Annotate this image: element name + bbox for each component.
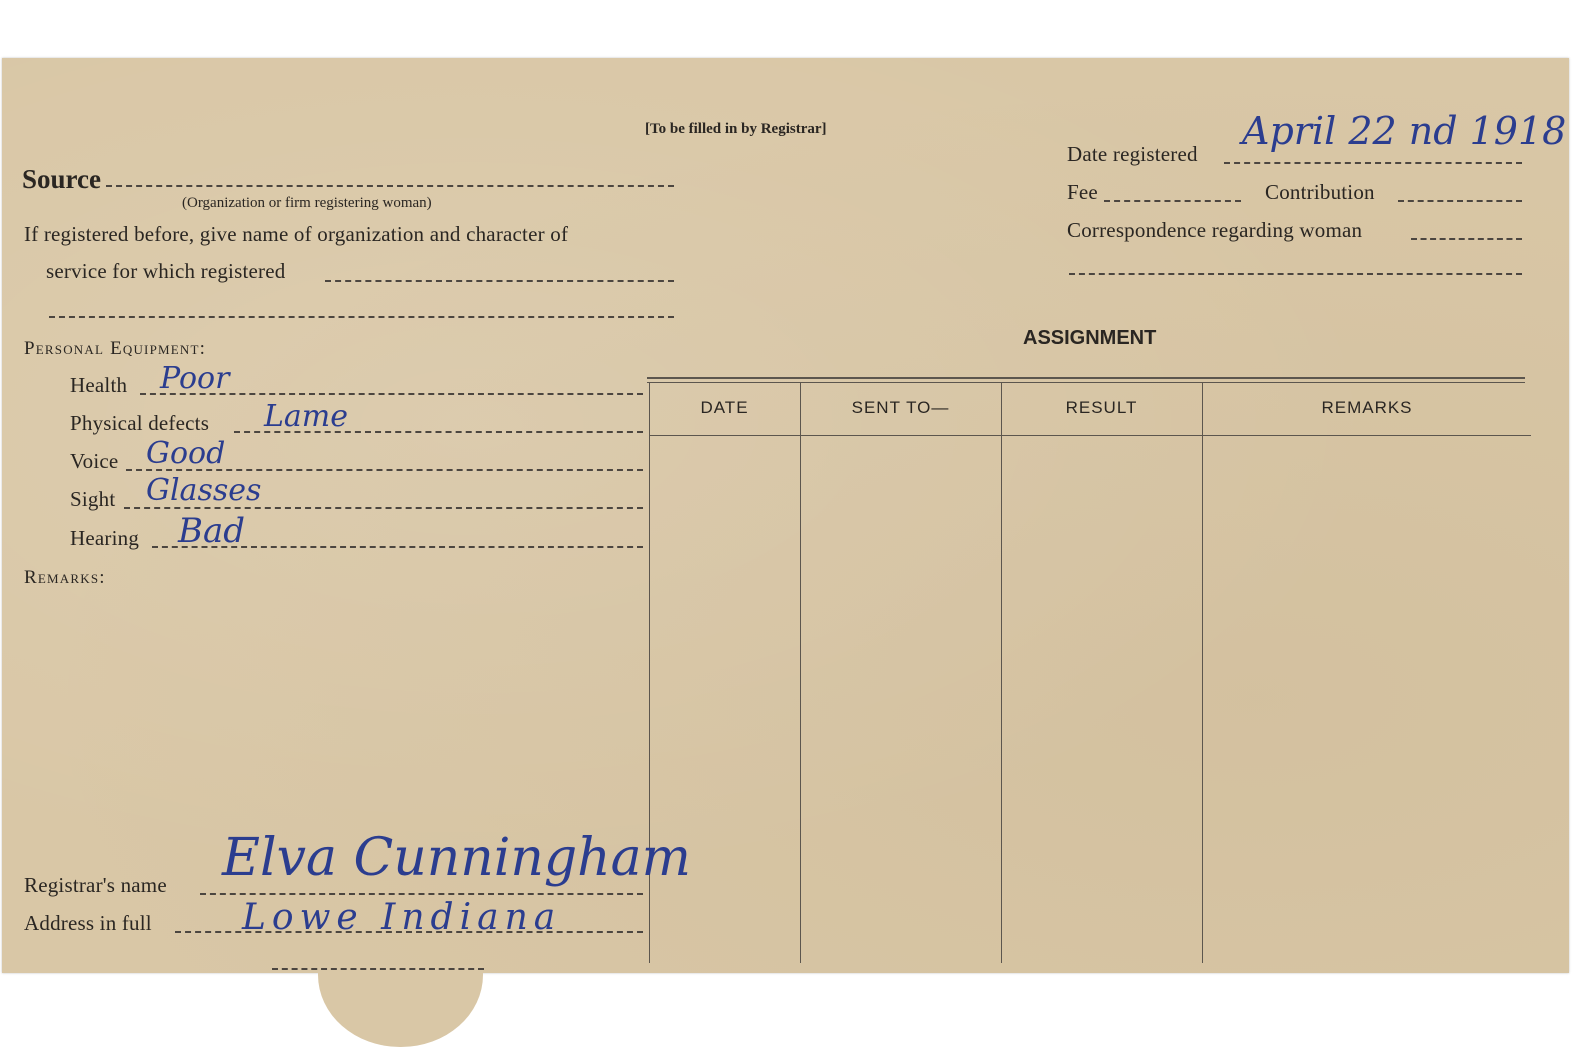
registrar-name-line [200,893,643,895]
address-line-2 [272,968,484,970]
voice-value: Good [146,436,226,471]
health-label: Health [70,373,128,397]
column-divider-sent-to [800,383,801,963]
contribution-line [1398,200,1522,202]
column-divider-result [1001,383,1002,963]
registrar-name-value: Elva Cunningham [222,828,691,888]
assignment-top-rule-2 [647,382,1525,383]
date-registered-label: Date registered [1067,142,1198,166]
date-registered-value: April 22 nd 1918 [1242,109,1567,153]
address-value: Lowe Indiana [242,897,562,938]
sight-label: Sight [70,487,116,511]
fee-label: Fee [1067,180,1098,204]
service-line [325,280,674,282]
column-header-date: DATE [700,398,749,417]
date-registered-line [1224,162,1522,164]
column-header-remarks: REMARKS [1321,398,1413,417]
source-line [106,185,674,187]
column-divider-remarks [1202,383,1203,963]
hearing-label: Hearing [70,526,140,550]
physical-defects-label: Physical defects [70,411,210,435]
health-value: Poor [160,361,230,396]
previous-registration-label: If registered before, give name of organization and character of [24,222,569,246]
card-file-tab [318,965,483,1047]
correspondence-label: Correspondence regarding woman [1067,218,1363,242]
assignment-title: ASSIGNMENT [1023,327,1157,349]
column-header-sent-to: SENT TO— [851,398,950,417]
assignment-top-rule [647,377,1525,379]
assignment-header-rule [649,435,1531,436]
hearing-value: Bad [178,511,246,551]
remarks-label: Remarks: [24,567,106,588]
service-line-2 [49,316,674,318]
address-label: Address in full [24,911,152,935]
contribution-label: Contribution [1265,180,1375,204]
registrar-note: [To be filled in by Registrar] [645,121,827,137]
physical-defects-value: Lame [264,399,349,434]
registrar-name-label: Registrar's name [24,873,167,897]
column-header-result: RESULT [1065,398,1138,417]
source-caption: (Organization or firm registering woman) [182,195,432,211]
service-registered-label: service for which registered [46,259,286,283]
fee-line [1104,200,1241,202]
personal-equipment-heading: Personal Equipment: [24,338,207,359]
voice-label: Voice [70,449,119,473]
correspondence-line [1411,238,1522,240]
source-label: Source [22,164,101,194]
sight-value: Glasses [146,473,262,508]
correspondence-line-2 [1069,273,1522,275]
